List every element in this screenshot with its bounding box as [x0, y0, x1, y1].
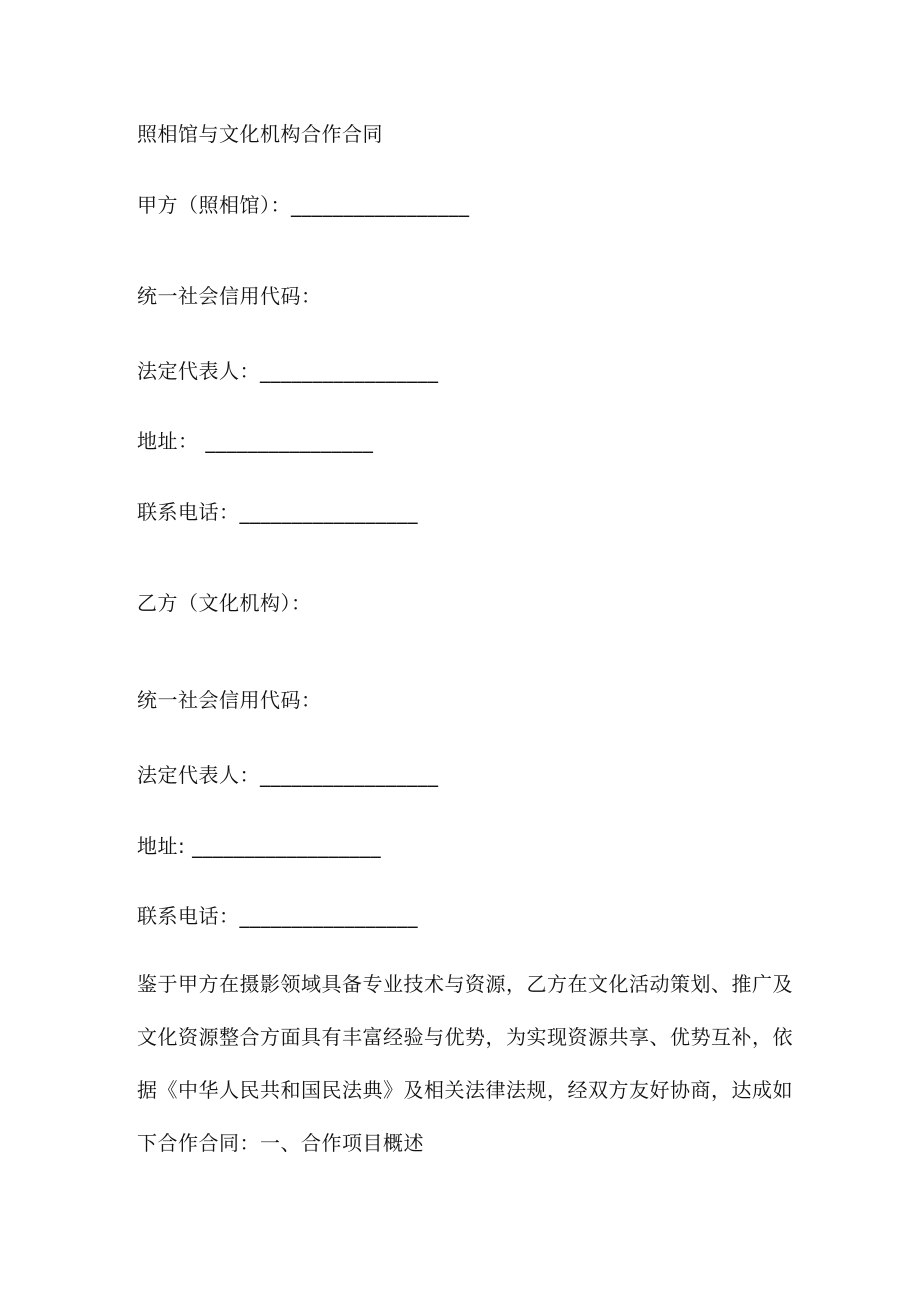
party-a-legal-rep: 法定代表人：_________________: [137, 359, 439, 383]
party-a-credit-code: 统一社会信用代码：: [137, 284, 322, 308]
preamble-line: 鉴于甲方在摄影领域具备专业技术与资源，乙方在文化活动策划、推广及: [137, 972, 793, 996]
party-a-phone: 联系电话：_________________: [137, 500, 418, 524]
preamble-line: 据《中华人民共和国民法典》及相关法律法规，经双方友好协商，达成如: [137, 1078, 793, 1102]
party-a-label: 甲方（照相馆）：_________________: [137, 193, 470, 217]
party-b-phone: 联系电话：_________________: [137, 904, 418, 928]
party-a-address: 地址： ________________: [137, 429, 374, 453]
party-b-label: 乙方（文化机构）：: [137, 591, 312, 615]
preamble-paragraph: [137, 972, 793, 1184]
party-b-legal-rep: 法定代表人：_________________: [137, 763, 439, 787]
document-title: 照相馆与文化机构合作合同: [137, 122, 383, 146]
party-b-credit-code: 统一社会信用代码：: [137, 688, 322, 712]
party-b-address: 地址: __________________: [137, 834, 382, 858]
preamble-line: 文化资源整合方面具有丰富经验与优势，为实现资源共享、优势互补，依: [137, 1025, 793, 1049]
preamble-line: 下合作合同：一、合作项目概述: [137, 1131, 424, 1155]
